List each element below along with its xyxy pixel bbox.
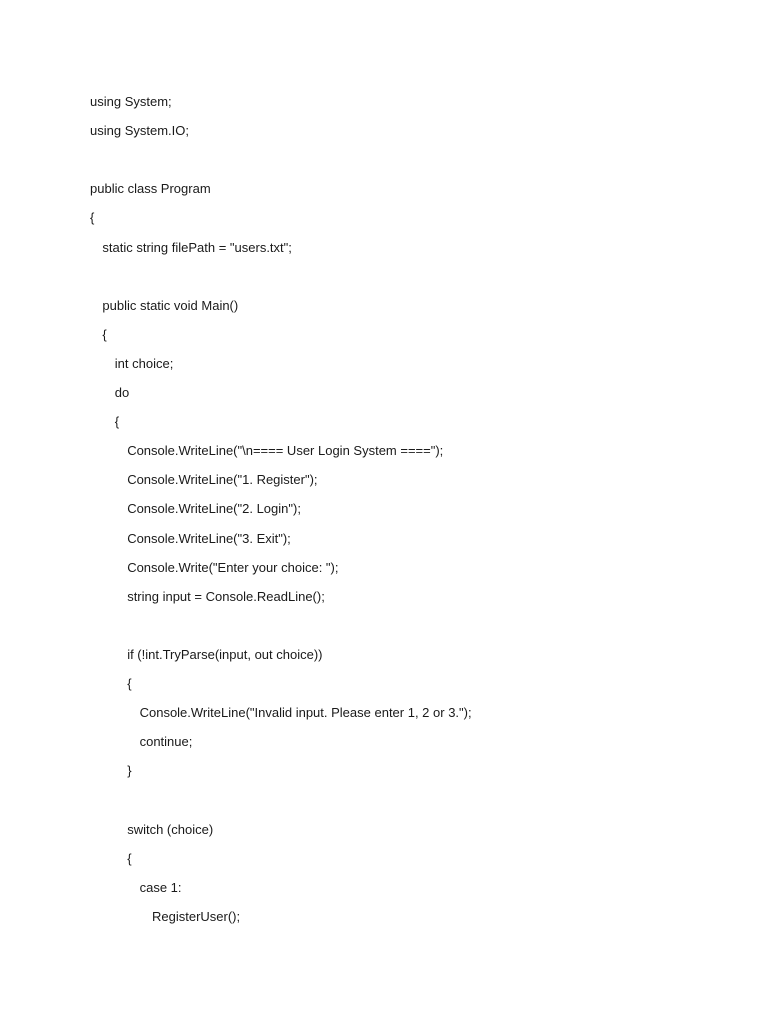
code-line: using System.IO; (90, 123, 189, 139)
code-line: static string filePath = "users.txt"; (102, 239, 292, 255)
code-line: { (102, 326, 107, 342)
code-line: case 1: (139, 879, 182, 895)
code-line: Console.Write("Enter your choice: "); (127, 559, 339, 575)
code-line: } (127, 763, 132, 779)
code-line: Console.WriteLine("1. Register"); (127, 472, 318, 488)
code-line: { (127, 850, 132, 866)
code-line: { (127, 676, 132, 691)
code-line: string input = Console.ReadLine(); (127, 588, 325, 604)
code-line: Console.WriteLine("Invalid input. Please enter 1, 2 or 3."); (139, 705, 472, 721)
code-line: RegisterUser(); (152, 908, 241, 924)
code-line: { (90, 210, 95, 226)
code-line: switch (choice) (127, 821, 214, 837)
code-line: Console.WriteLine("3. Exit"); (127, 530, 291, 546)
code-line: { (114, 414, 120, 430)
code-line: using System; (90, 94, 172, 109)
code-line: Console.WriteLine("\n==== User Login System ===="); (127, 443, 444, 459)
code-line: continue; (139, 734, 193, 750)
code-line: public static void Main() (102, 297, 239, 313)
code-line: if (!int.TryParse(input, out choice)) (127, 646, 323, 662)
code-line: do (114, 385, 130, 400)
code-line: int choice; (114, 355, 174, 371)
code-line: public class Program (90, 181, 211, 197)
code-line: Console.WriteLine("2. Login"); (127, 501, 301, 517)
